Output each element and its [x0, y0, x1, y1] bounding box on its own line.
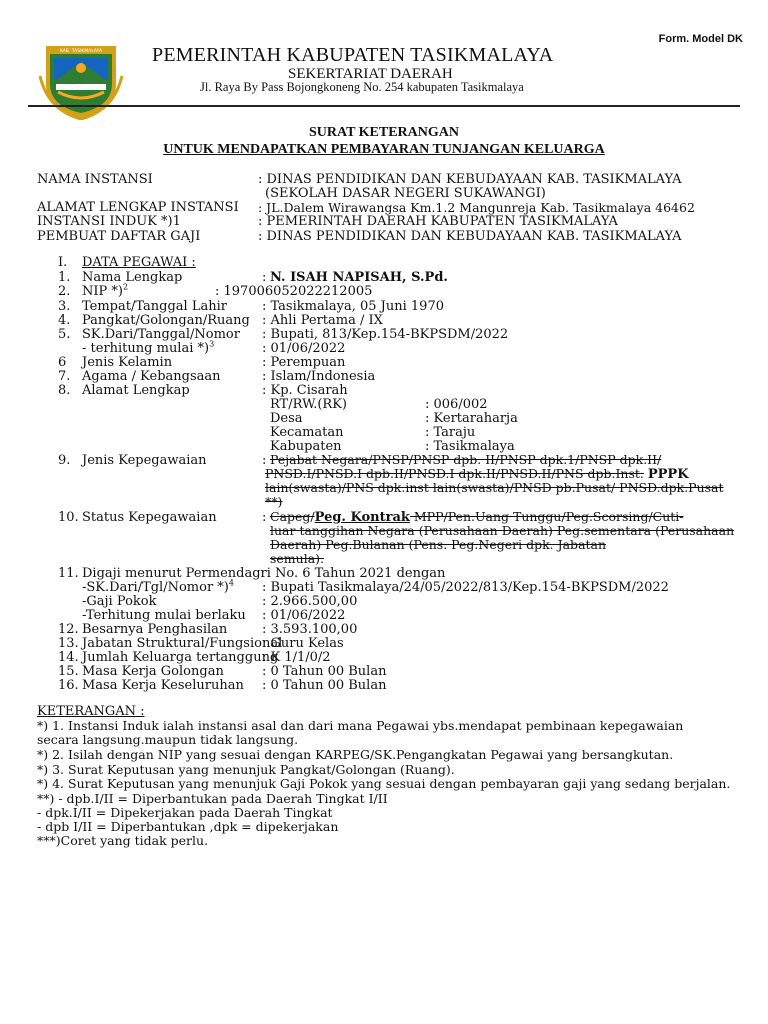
rt-rw-value: : 006/002 [425, 397, 488, 412]
status-struck-2: MPP/Pen.Uang Tunggu/Peg.Scorsing/Cuti- [409, 509, 684, 524]
item-number: 16. [58, 678, 79, 693]
item-number: 14. [58, 650, 79, 665]
agency-address-value: : JL.Dalem Wirawangsa Km.1.2 Mangunreja Kab. Tasikmalaya 46462 [258, 200, 695, 215]
nip-label [82, 284, 128, 299]
religion-label: Agama / Kebangsaan [82, 369, 221, 384]
religion-value: : Islam/Indonesia [262, 369, 376, 384]
salary-sk-label-text: -SK.Dari/Tgl/Nomor *) [82, 580, 229, 595]
employment-type-struck-2: /PNS dpb.Inst. [551, 466, 644, 481]
parent-agency-value: : PEMERINTAH DAERAH KABUPATEN TASIKMALAYA [258, 214, 618, 229]
payroll-maker-label: PEMBUAT DAFTAR GAJI [37, 229, 201, 244]
note-2: *) 2. Isilah dengan NIP yang sesuai dengan KARPEG/SK.Pengangkatan Pegawai yang bersangkutan. [37, 747, 674, 762]
sk-start-value: : 01/06/2022 [262, 341, 346, 356]
employment-status-options-3: Daerah) Peg.Bulanan (Pens. Peg.Negeri dpk. Jabatan [270, 537, 607, 552]
rank-label: Pangkat/Golongan/Ruang [82, 313, 250, 328]
document-title: SURAT KETERANGAN [308, 125, 459, 140]
position-value: : Guru Kelas [262, 636, 344, 651]
salary-sk-footnote: 4 [228, 578, 234, 588]
item-number: 6 [58, 355, 67, 370]
note-5: **) - dpb.I/II = Diperbantukan pada Daerah Tingkat I/II [37, 791, 388, 806]
position-label: Jabatan Struktural/Fungsional [82, 636, 283, 651]
address-value: : Kp. Cisarah [262, 383, 348, 398]
salary-sk-label [82, 580, 234, 595]
note-1: *) 1. Instansi Induk ialah instansi asal dan dari mana Pegawai ybs.mendapat pembinaan kepegawaian [37, 718, 684, 733]
regency-value: : Tasikmalaya [425, 439, 515, 454]
address-label: Alamat Lengkap [82, 383, 190, 398]
regency-label: Kabupaten [270, 439, 342, 454]
nip-footnote: 2 [122, 282, 129, 292]
note-6: ***)Coret yang tidak perlu. [37, 833, 209, 848]
sk-start-footnote: 3 [209, 339, 215, 349]
item-number: 13. [58, 636, 79, 651]
employment-type-label: Jenis Kepegawaian [82, 453, 207, 468]
employment-type-selected: PPPK [647, 467, 689, 482]
employment-type-footnote: **) [265, 494, 283, 509]
dependents-value: : K 1/1/0/2 [262, 650, 331, 665]
birth-value: : Tasikmalaya, 05 Juni 1970 [262, 299, 444, 314]
gender-label: Jenis Kelamin [82, 355, 173, 370]
rt-rw-label: RT/RW.(RK) [270, 397, 347, 412]
header-divider [28, 105, 740, 107]
sk-label: SK.Dari/Tanggal/Nomor [82, 327, 240, 342]
agency-name-label: NAMA INSTANSI [37, 172, 153, 187]
employment-type-pnsd2: PNSD.II [500, 466, 552, 481]
item-number: 2. [58, 284, 71, 299]
employment-status-options-2: luar tanggihan Negara (Perusahaan Daerah) Peg.sementara (Perusahaan [270, 523, 735, 538]
district-label: Kecamatan [270, 425, 344, 440]
section-heading: DATA PEGAWAI : [82, 255, 196, 270]
grade-tenure-label: Masa Kerja Golongan [82, 664, 224, 679]
item-number: 8. [58, 383, 71, 398]
base-salary-value: : 2.966.500,00 [262, 594, 358, 609]
base-salary-label: -Gaji Pokok [82, 594, 157, 609]
salary-basis-label: Digaji menurut Permendagri No. 6 Tahun 2021 dengan [82, 566, 446, 581]
office-address: Jl. Raya By Pass Bojongkoneng No. 254 kabupaten Tasikmalaya [200, 80, 524, 94]
item-number: 5. [58, 327, 71, 342]
payroll-maker-value: : DINAS PENDIDIKAN DAN KEBUDAYAAN KAB. TASIKMALAYA [258, 229, 682, 244]
employment-status-options-4: semula). [270, 551, 325, 566]
item-number: 10. [58, 510, 79, 525]
notes-heading: KETERANGAN : [37, 704, 145, 719]
employment-type-struck: PNSD.I/PNSD.I dpb.II/PNSD.I dpk.II/ [265, 466, 501, 481]
total-tenure-value: : 0 Tahun 00 Bulan [262, 678, 387, 693]
sk-start-label-text: - terhitung mulai *) [82, 341, 210, 356]
rank-value: : Ahli Pertama / IX [262, 313, 383, 328]
status-selected: Peg. Kontrak [314, 510, 410, 525]
status-struck: Capeg/ [270, 509, 315, 524]
item-number: 3. [58, 299, 71, 314]
total-tenure-label: Masa Kerja Keseluruhan [82, 678, 244, 693]
item-number: 9. [58, 453, 71, 468]
dependents-label: Jumlah Keluarga tertanggung [82, 650, 279, 665]
employment-status-colon: : [262, 510, 267, 525]
regency-emblem-icon [38, 40, 124, 120]
note-5c: - dpb I/II = Diperbantukan ,dpk = dipekerjakan [37, 819, 339, 834]
agency-address-label: ALAMAT LENGKAP INSTANSI [37, 200, 239, 215]
income-label: Besarnya Penghasilan [82, 622, 228, 637]
full-name-label: Nama Lengkap [82, 270, 183, 285]
income-value: : 3.593.100,00 [262, 622, 358, 637]
employment-status-label: Status Kepegawaian [82, 510, 217, 525]
birth-label: Tempat/Tanggal Lahir [82, 299, 227, 314]
village-value: : Kertaraharja [425, 411, 518, 426]
nip-label-text: NIP *) [82, 284, 123, 299]
item-number: 15. [58, 664, 79, 679]
form-code: Form. Model DK [658, 33, 743, 45]
note-4: *) 4. Surat Keputusan yang menunjuk Gaji Pokok yang sesuai dengan pembayaran gaji yang sedang berjalan. [37, 776, 731, 791]
section-number: I. [58, 255, 68, 270]
document-subtitle: UNTUK MENDAPATKAN PEMBAYARAN TUNJANGAN KELUARGA [163, 142, 605, 157]
item-number: 1. [58, 270, 71, 285]
note-1-cont: secara langsung.maupun tidak langsung. [37, 732, 299, 747]
agency-name-value-2: (SEKOLAH DASAR NEGERI SUKAWANGI) [265, 186, 546, 201]
district-value: : Taraju [425, 425, 476, 440]
effective-date-value: : 01/06/2022 [262, 608, 346, 623]
sk-start-label [82, 341, 214, 356]
department-name: SEKERTARIAT DAERAH [288, 66, 453, 82]
grade-tenure-value: : 0 Tahun 00 Bulan [262, 664, 387, 679]
parent-agency-label: INSTANSI INDUK *)1 [37, 214, 181, 229]
gender-value: : Perempuan [262, 355, 346, 370]
agency-name-value: : DINAS PENDIDIKAN DAN KEBUDAYAAN KAB. TASIKMALAYA [258, 172, 682, 187]
employment-type-options-3: lain(swasta)/PNS dpk.inst lain(swasta)/PNSD pb.Pusat/ PNSD.dpk.Pusat [265, 480, 724, 495]
item-number: 11. [58, 566, 79, 581]
employment-type-options-1: Pejabat Negara/PNSP/PNSP dpb. II/PNSP dpk.1/PNSP dpk.II/ [270, 452, 662, 467]
full-name-value: N. ISAH NAPISAH, S.Pd. [270, 270, 448, 285]
nip-value: : 197006052022212005 [215, 284, 373, 299]
sk-value: : Bupati, 813/Kep.154-BKPSDM/2022 [262, 327, 509, 342]
note-3: *) 3. Surat Keputusan yang menunjuk Pangkat/Golongan (Ruang). [37, 762, 455, 777]
government-title: PEMERINTAH KABUPATEN TASIKMALAYA [152, 44, 554, 66]
employment-type-colon: : [262, 453, 267, 468]
item-number: 7. [58, 369, 71, 384]
item-number: 4. [58, 313, 71, 328]
item-number: 12. [58, 622, 79, 637]
emblem-label: KAB. TASIKMALAYA [59, 49, 103, 54]
note-5b: - dpk.I/II = Dipekerjakan pada Daerah Tingkat [37, 805, 333, 820]
village-label: Desa [270, 411, 303, 426]
effective-date-label: -Terhitung mulai berlaku [82, 608, 246, 623]
salary-sk-value: : Bupati Tasikmalaya/24/05/2022/813/Kep.154-BKPSDM/2022 [262, 580, 669, 595]
